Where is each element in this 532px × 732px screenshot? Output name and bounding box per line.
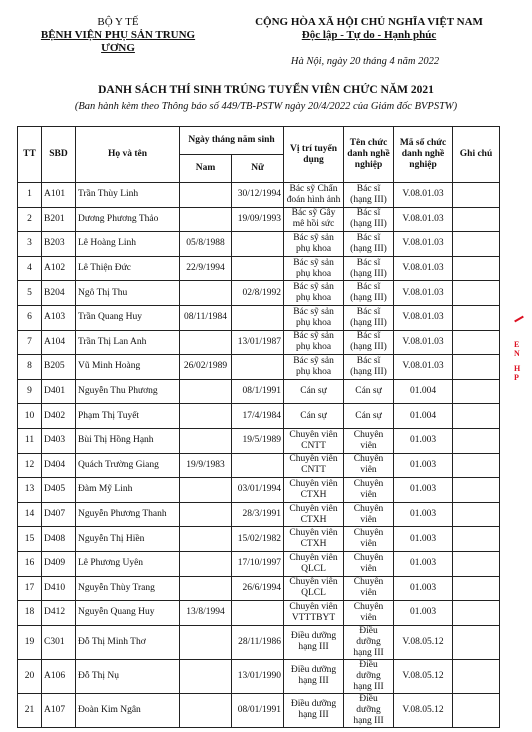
cell-code: V.08.05.12	[394, 659, 453, 693]
cell-name: Dương Phương Thảo	[76, 207, 180, 232]
table-row	[18, 207, 500, 232]
cell-dob-female: 02/8/1992	[232, 281, 284, 306]
cell-dob-male: 13/8/1994	[180, 601, 232, 626]
cell-tt: 16	[18, 551, 42, 576]
edge-stamp-fragment: E N H P	[514, 318, 528, 382]
table-body	[18, 183, 500, 728]
document-title: DANH SÁCH THÍ SINH TRÚNG TUYỂN VIÊN CHỨC NĂM 2021	[98, 84, 434, 96]
issuer-block	[28, 16, 208, 55]
cell-tt: 2	[18, 207, 42, 232]
cell-position: Bác sỹ Chẩn đoán hình ảnh	[284, 183, 344, 208]
cell-tt: 7	[18, 330, 42, 355]
document-subtitle: (Ban hành kèm theo Thông báo số 449/TB-PSTW ngày 20/4/2022 của Giám đốc BVPSTW)	[74, 101, 458, 112]
cell-dob-male	[180, 404, 232, 429]
cell-code: V.08.01.03	[394, 232, 453, 257]
cell-code: 01.003	[394, 576, 453, 601]
table-row	[18, 330, 500, 355]
cell-sbd: D412	[42, 601, 76, 626]
cell-code: 01.003	[394, 453, 453, 478]
cell-name: Phạm Thị Tuyết	[76, 404, 180, 429]
cell-position: Điều dưỡng hạng III	[284, 659, 344, 693]
cell-dob-male	[180, 693, 232, 727]
cell-tt: 9	[18, 379, 42, 404]
cell-dob-female: 28/3/1991	[232, 502, 284, 527]
table-row	[18, 659, 500, 693]
cell-code: 01.003	[394, 502, 453, 527]
header-code: Mã số chức danh nghề nghiệp	[394, 127, 453, 183]
cell-title: Chuyên viên	[344, 576, 394, 601]
cell-code: V.08.01.03	[394, 305, 453, 330]
cell-code: 01.004	[394, 379, 453, 404]
cell-dob-male: 08/11/1984	[180, 305, 232, 330]
cell-tt: 11	[18, 428, 42, 453]
cell-dob-female: 19/5/1989	[232, 428, 284, 453]
header-position: Vị trí tuyển dụng	[284, 127, 344, 183]
cell-tt: 4	[18, 256, 42, 281]
cell-name: Nguyễn Thùy Trang	[76, 576, 180, 601]
cell-tt: 21	[18, 693, 42, 727]
cell-position: Bác sỹ sản phụ khoa	[284, 256, 344, 281]
cell-title: Cán sự	[344, 379, 394, 404]
cell-position: Bác sỹ sản phụ khoa	[284, 305, 344, 330]
cell-note	[453, 183, 500, 208]
table-row	[18, 551, 500, 576]
cell-name: Trần Quang Huy	[76, 305, 180, 330]
cell-dob-female	[232, 232, 284, 257]
header-dob: Ngày tháng năm sinh	[180, 127, 284, 155]
cell-dob-female	[232, 305, 284, 330]
cell-note	[453, 207, 500, 232]
cell-sbd: B204	[42, 281, 76, 306]
cell-title: Điều dưỡng hạng III	[344, 625, 394, 659]
cell-position: Bác sỹ Gây mê hồi sức	[284, 207, 344, 232]
cell-code: 01.003	[394, 601, 453, 626]
cell-dob-male	[180, 478, 232, 503]
cell-code: V.08.01.03	[394, 330, 453, 355]
cell-note	[453, 281, 500, 306]
cell-dob-male	[180, 379, 232, 404]
cell-sbd: B205	[42, 355, 76, 380]
cell-name: Nguyễn Thu Phương	[76, 379, 180, 404]
cell-position: Chuyên viên VTTTBYT	[284, 601, 344, 626]
cell-dob-male	[180, 527, 232, 552]
cell-name: Quách Trường Giang	[76, 453, 180, 478]
cell-position: Điều dưỡng hạng III	[284, 693, 344, 727]
cell-sbd: A102	[42, 256, 76, 281]
cell-name: Trần Thị Lan Anh	[76, 330, 180, 355]
cell-title: Bác sĩ (hạng III)	[344, 256, 394, 281]
cell-position: Cán sự	[284, 379, 344, 404]
cell-dob-female: 30/12/1994	[232, 183, 284, 208]
cell-dob-female: 03/01/1994	[232, 478, 284, 503]
table-row	[18, 576, 500, 601]
cell-dob-female: 19/09/1993	[232, 207, 284, 232]
cell-name: Lê Phương Uyên	[76, 551, 180, 576]
cell-dob-male: 05/8/1988	[180, 232, 232, 257]
cell-title: Bác sĩ (hạng III)	[344, 281, 394, 306]
cell-dob-male	[180, 330, 232, 355]
header-name: Họ và tên	[76, 127, 180, 183]
cell-name: Vũ Minh Hoàng	[76, 355, 180, 380]
cell-sbd: A104	[42, 330, 76, 355]
cell-sbd: D402	[42, 404, 76, 429]
table-row	[18, 601, 500, 626]
cell-note	[453, 404, 500, 429]
cell-sbd: D408	[42, 527, 76, 552]
cell-sbd: D404	[42, 453, 76, 478]
cell-title: Chuyên viên	[344, 502, 394, 527]
candidate-table	[17, 126, 500, 728]
cell-tt: 17	[18, 576, 42, 601]
cell-tt: 12	[18, 453, 42, 478]
cell-dob-female: 13/01/1987	[232, 330, 284, 355]
cell-code: V.08.01.03	[394, 256, 453, 281]
cell-dob-female: 08/1/1991	[232, 379, 284, 404]
cell-note	[453, 256, 500, 281]
cell-dob-male	[180, 551, 232, 576]
cell-position: Chuyên viên CNTT	[284, 428, 344, 453]
cell-dob-female: 17/10/1997	[232, 551, 284, 576]
cell-note	[453, 659, 500, 693]
cell-position: Cán sự	[284, 404, 344, 429]
cell-note	[453, 601, 500, 626]
cell-dob-male: 26/02/1989	[180, 355, 232, 380]
cell-position: Chuyên viên CNTT	[284, 453, 344, 478]
hospital-name: BỆNH VIỆN PHỤ SẢN TRUNG ƯƠNG	[40, 29, 196, 54]
ministry-name: BỘ Y TẾ	[97, 16, 139, 28]
table-row	[18, 281, 500, 306]
cell-name: Đỗ Thị Minh Thơ	[76, 625, 180, 659]
cell-note	[453, 693, 500, 727]
table-row	[18, 232, 500, 257]
cell-tt: 5	[18, 281, 42, 306]
cell-dob-female: 26/6/1994	[232, 576, 284, 601]
cell-code: V.08.01.03	[394, 207, 453, 232]
cell-note	[453, 330, 500, 355]
cell-note	[453, 355, 500, 380]
cell-code: 01.003	[394, 551, 453, 576]
cell-position: Chuyên viên QLCL	[284, 576, 344, 601]
cell-dob-male	[180, 281, 232, 306]
cell-sbd: D401	[42, 379, 76, 404]
cell-position: Bác sỹ sản phụ khoa	[284, 355, 344, 380]
cell-note	[453, 478, 500, 503]
cell-tt: 19	[18, 625, 42, 659]
header-male: Nam	[180, 155, 232, 183]
cell-sbd: D407	[42, 502, 76, 527]
cell-dob-male	[180, 502, 232, 527]
table-row	[18, 355, 500, 380]
cell-title: Bác sĩ (hạng III)	[344, 355, 394, 380]
cell-dob-female: 13/01/1990	[232, 659, 284, 693]
cell-code: 01.003	[394, 428, 453, 453]
header-female: Nữ	[232, 155, 284, 183]
cell-code: 01.003	[394, 527, 453, 552]
cell-title: Điều dưỡng hạng III	[344, 693, 394, 727]
cell-sbd: B203	[42, 232, 76, 257]
table-row	[18, 478, 500, 503]
table-row	[18, 404, 500, 429]
cell-title: Chuyên viên	[344, 527, 394, 552]
cell-title: Bác sĩ (hạng III)	[344, 330, 394, 355]
cell-note	[453, 576, 500, 601]
header-row	[18, 127, 500, 155]
table-row	[18, 693, 500, 727]
cell-tt: 20	[18, 659, 42, 693]
cell-position: Chuyên viên CTXH	[284, 527, 344, 552]
cell-note	[453, 625, 500, 659]
header-tt: TT	[18, 127, 42, 183]
cell-dob-female	[232, 256, 284, 281]
cell-dob-female: 17/4/1984	[232, 404, 284, 429]
dateline: Hà Nội, ngày 20 tháng 4 năm 2022	[290, 56, 440, 67]
cell-sbd: D410	[42, 576, 76, 601]
cell-dob-male	[180, 428, 232, 453]
cell-title: Chuyên viên	[344, 478, 394, 503]
cell-title: Bác sĩ (hạng III)	[344, 183, 394, 208]
cell-note	[453, 232, 500, 257]
header-sbd: SBD	[42, 127, 76, 183]
cell-note	[453, 527, 500, 552]
cell-tt: 14	[18, 502, 42, 527]
cell-position: Chuyên viên QLCL	[284, 551, 344, 576]
cell-sbd: A106	[42, 659, 76, 693]
cell-code: V.08.05.12	[394, 693, 453, 727]
cell-note	[453, 379, 500, 404]
cell-note	[453, 551, 500, 576]
cell-dob-female	[232, 601, 284, 626]
cell-sbd: A103	[42, 305, 76, 330]
cell-sbd: A107	[42, 693, 76, 727]
cell-code: V.08.01.03	[394, 355, 453, 380]
cell-position: Chuyên viên CTXH	[284, 502, 344, 527]
cell-name: Lê Hoàng Linh	[76, 232, 180, 257]
cell-name: Lê Thiện Đức	[76, 256, 180, 281]
cell-note	[453, 428, 500, 453]
table-row	[18, 256, 500, 281]
cell-tt: 18	[18, 601, 42, 626]
cell-sbd: C301	[42, 625, 76, 659]
cell-dob-female: 15/02/1982	[232, 527, 284, 552]
cell-name: Đàm Mỹ Linh	[76, 478, 180, 503]
table-row	[18, 502, 500, 527]
cell-sbd: D403	[42, 428, 76, 453]
header-note: Ghi chú	[453, 127, 500, 183]
cell-name: Nguyễn Phương Thanh	[76, 502, 180, 527]
cell-tt: 8	[18, 355, 42, 380]
cell-tt: 3	[18, 232, 42, 257]
table-row	[18, 379, 500, 404]
cell-tt: 13	[18, 478, 42, 503]
cell-code: V.08.01.03	[394, 281, 453, 306]
cell-position: Bác sỹ sản phụ khoa	[284, 330, 344, 355]
table-row	[18, 625, 500, 659]
cell-tt: 1	[18, 183, 42, 208]
cell-note	[453, 305, 500, 330]
cell-tt: 10	[18, 404, 42, 429]
cell-dob-male	[180, 183, 232, 208]
cell-name: Trần Thùy Linh	[76, 183, 180, 208]
cell-sbd: B201	[42, 207, 76, 232]
cell-name: Ngô Thị Thu	[76, 281, 180, 306]
cell-tt: 6	[18, 305, 42, 330]
cell-title: Chuyên viên	[344, 601, 394, 626]
cell-name: Bùi Thị Hồng Hạnh	[76, 428, 180, 453]
cell-note	[453, 502, 500, 527]
cell-position: Chuyên viên CTXH	[284, 478, 344, 503]
cell-dob-female	[232, 355, 284, 380]
cell-code: V.08.01.03	[394, 183, 453, 208]
cell-sbd: D409	[42, 551, 76, 576]
cell-name: Đỗ Thị Nụ	[76, 659, 180, 693]
cell-title: Bác sĩ (hạng III)	[344, 207, 394, 232]
national-heading	[234, 16, 504, 42]
cell-title: Bác sĩ (hạng III)	[344, 305, 394, 330]
cell-position: Bác sỹ sản phụ khoa	[284, 281, 344, 306]
table-row	[18, 453, 500, 478]
cell-note	[453, 453, 500, 478]
cell-title: Cán sự	[344, 404, 394, 429]
cell-title: Chuyên viên	[344, 551, 394, 576]
cell-code: V.08.05.12	[394, 625, 453, 659]
table-row	[18, 527, 500, 552]
cell-dob-male: 19/9/1983	[180, 453, 232, 478]
cell-dob-female	[232, 453, 284, 478]
cell-sbd: D405	[42, 478, 76, 503]
republic-name: CỘNG HÒA XÃ HỘI CHỦ NGHĨA VIỆT NAM	[255, 16, 483, 28]
table-row	[18, 305, 500, 330]
table-row	[18, 428, 500, 453]
cell-title: Bác sĩ (hạng III)	[344, 232, 394, 257]
cell-sbd: A101	[42, 183, 76, 208]
cell-name: Nguyễn Thị Hiền	[76, 527, 180, 552]
cell-dob-male	[180, 625, 232, 659]
cell-name: Nguyễn Quang Huy	[76, 601, 180, 626]
cell-dob-male: 22/9/1994	[180, 256, 232, 281]
cell-dob-female: 08/01/1991	[232, 693, 284, 727]
cell-title: Chuyên viên	[344, 428, 394, 453]
cell-title: Chuyên viên	[344, 453, 394, 478]
cell-dob-male	[180, 659, 232, 693]
cell-dob-male	[180, 207, 232, 232]
cell-title: Điều dưỡng hạng III	[344, 659, 394, 693]
national-motto: Độc lập - Tự do - Hạnh phúc	[301, 29, 437, 41]
cell-code: 01.004	[394, 404, 453, 429]
cell-position: Bác sỹ sản phụ khoa	[284, 232, 344, 257]
cell-dob-female: 28/11/1986	[232, 625, 284, 659]
cell-dob-male	[180, 576, 232, 601]
cell-name: Đoàn Kim Ngân	[76, 693, 180, 727]
header-title: Tên chức danh nghề nghiệp	[344, 127, 394, 183]
table-row	[18, 183, 500, 208]
cell-tt: 15	[18, 527, 42, 552]
cell-position: Điều dưỡng hạng III	[284, 625, 344, 659]
cell-code: 01.003	[394, 478, 453, 503]
